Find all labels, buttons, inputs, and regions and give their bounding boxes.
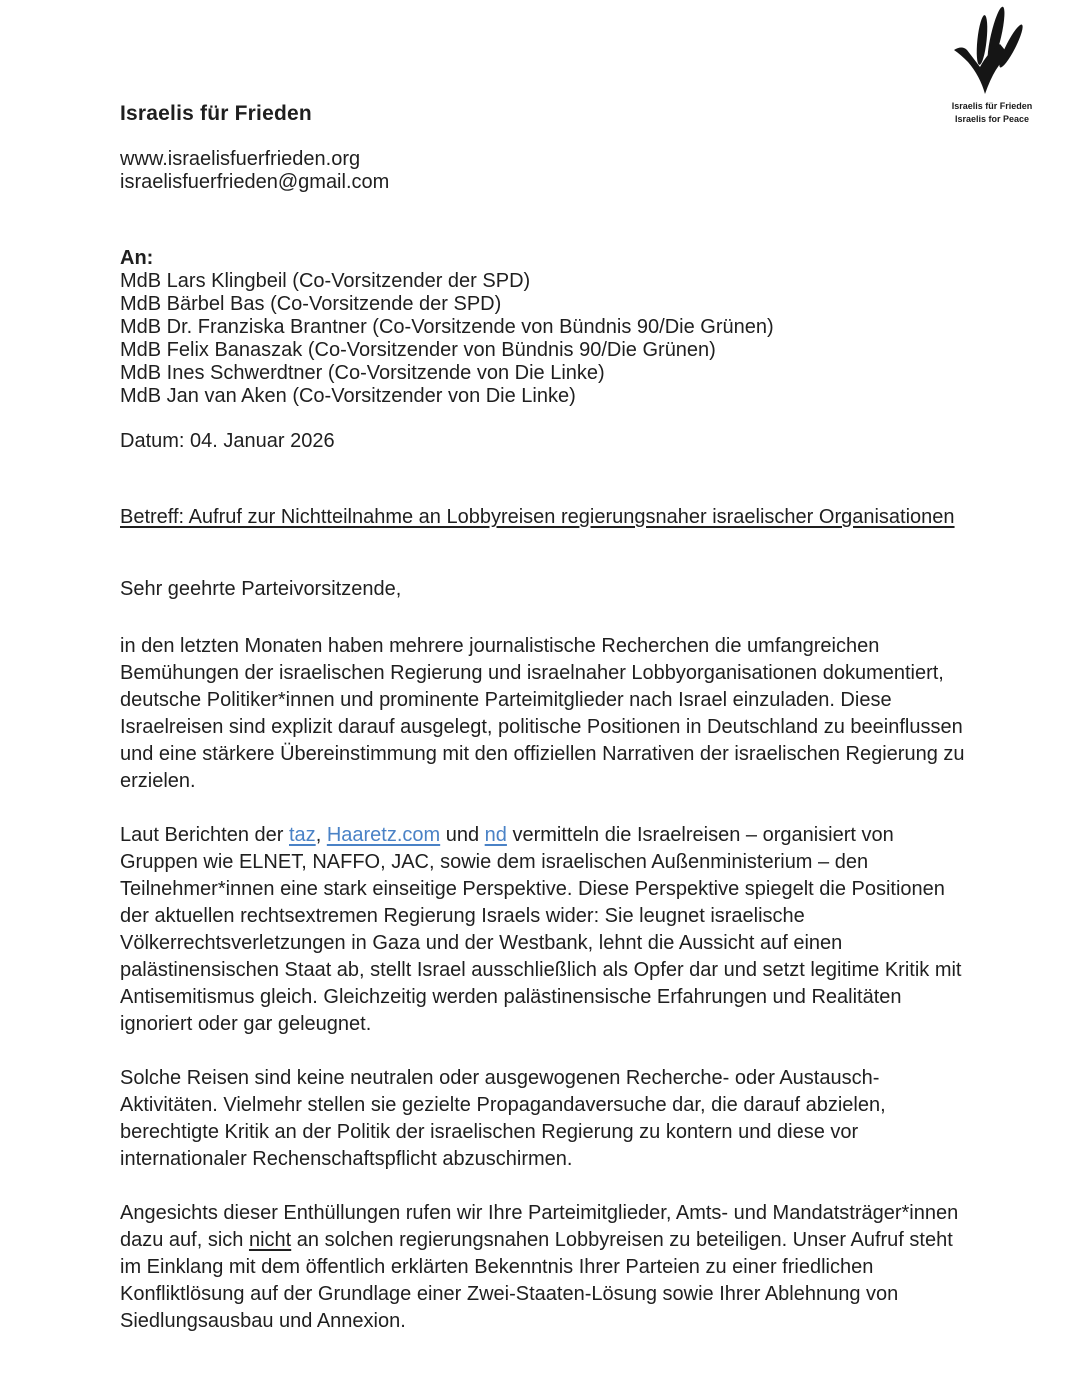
org-website: www.israelisfuerfrieden.org <box>120 148 361 170</box>
paragraph-text: und <box>440 824 485 846</box>
salutation: Sehr geehrte Parteivorsitzende, <box>120 578 402 600</box>
recipient-line: MdB Jan van Aken (Co-Vorsitzender von Die Linke) <box>120 385 576 407</box>
org-logo <box>946 4 1038 126</box>
link-nd[interactable]: nd <box>484 824 507 846</box>
paragraph-text: Angesichts dieser Enthüllungen rufen wir Ihre Parteimitglieder, Amts- und Mandatsträger*innen dazu auf, sich <box>120 1202 959 1251</box>
emphasis-nicht: nicht <box>248 1229 292 1251</box>
logo-caption-en: Israelis for Peace <box>954 114 1030 124</box>
contact-block <box>120 148 389 194</box>
org-name: Israelis für Frieden <box>120 102 312 125</box>
recipient-line: MdB Lars Klingbeil (Co-Vorsitzender der SPD) <box>120 270 531 292</box>
paragraph-text: , <box>315 824 327 846</box>
link-taz[interactable]: taz <box>289 824 316 846</box>
paragraph-text: Laut Berichten der <box>120 824 289 846</box>
paragraph-reports <box>120 822 970 1038</box>
recipient-line: MdB Ines Schwerdtner (Co-Vorsitzende von Die Linke) <box>120 362 605 384</box>
hand-peace-icon <box>946 4 1038 100</box>
recipient-line: MdB Dr. Franziska Brantner (Co-Vorsitzende von Bündnis 90/Die Grünen) <box>120 316 774 338</box>
org-email: israelisfuerfrieden@gmail.com <box>120 171 390 193</box>
paragraph-assessment: Solche Reisen sind keine neutralen oder ausgewogenen Recherche- oder Austausch-Aktivitäten. Vielmehr stellen sie gezielte Propagandaversuche dar, die darauf abzielen, berechtigte Kritik an der Politik der israelischen Regierung zu kontern und diese vor internationaler Rechenschaftspflicht abzuschirmen. <box>120 1067 886 1170</box>
recipients-label: An: <box>120 247 154 269</box>
subject-line: Betreff: Aufruf zur Nichtteilnahme an Lobbyreisen regierungsnaher israelischer Organisationen <box>120 506 955 528</box>
recipient-line: MdB Felix Banaszak (Co-Vorsitzender von Bündnis 90/Die Grünen) <box>120 339 716 361</box>
recipient-line: MdB Bärbel Bas (Co-Vorsitzende der SPD) <box>120 293 502 315</box>
recipients-block <box>120 247 774 408</box>
date-line: Datum: 04. Januar 2026 <box>120 430 335 452</box>
paragraph-text: vermitteln die Israelreisen – organisiert von Gruppen wie ELNET, NAFFO, JAC, sowie dem israelischen Außenministerium – den Teilnehmer*innen eine stark einseitige Perspektive. Diese Perspektive spiegelt die Positionen der aktuellen rechtsextremen Regierung Israels wider: Sie leugnet israelische Völkerrechtsverletzungen in Gaza und der Westbank, lehnt die Aussicht auf einen palästinensischen Staat ab, stellt Israel ausschließlich als Opfer dar und setzt legitime Kritik mit Antisemitismus gleich. Gleichzeitig werden palästinensische Erfahrungen und Realitäten ignoriert oder gar geleugnet. <box>120 824 962 1035</box>
paragraph-text: an solchen regierungsnahen Lobbyreisen zu beteiligen. Unser Aufruf steht im Einklang mit dem öffentlich erklärten Bekenntnis Ihrer Parteien zu einer friedlichen Konfliktlösung auf der Grundlage einer Zwei-Staaten-Lösung sowie Ihrer Ablehnung von Siedlungsausbau und Annexion. <box>120 1229 953 1332</box>
paragraph-intro: in den letzten Monaten haben mehrere journalistische Recherchen die umfangreichen Bemühungen der israelischen Regierung und israelnaher Lobbyorganisationen dokumentiert, deutsche Politiker*innen und prominente Parteimitglieder nach Israel einzuladen. Diese Israelreisen sind explizit darauf ausgelegt, politische Positionen in Deutschland zu beeinflussen und eine stärkere Übereinstimmung mit den offiziellen Narrativen der israelischen Regierung zu erzielen. <box>120 635 965 792</box>
paragraph-appeal <box>120 1200 970 1335</box>
logo-caption-de: Israelis für Frieden <box>951 101 1033 111</box>
link-haaretz[interactable]: Haaretz.com <box>326 824 441 846</box>
